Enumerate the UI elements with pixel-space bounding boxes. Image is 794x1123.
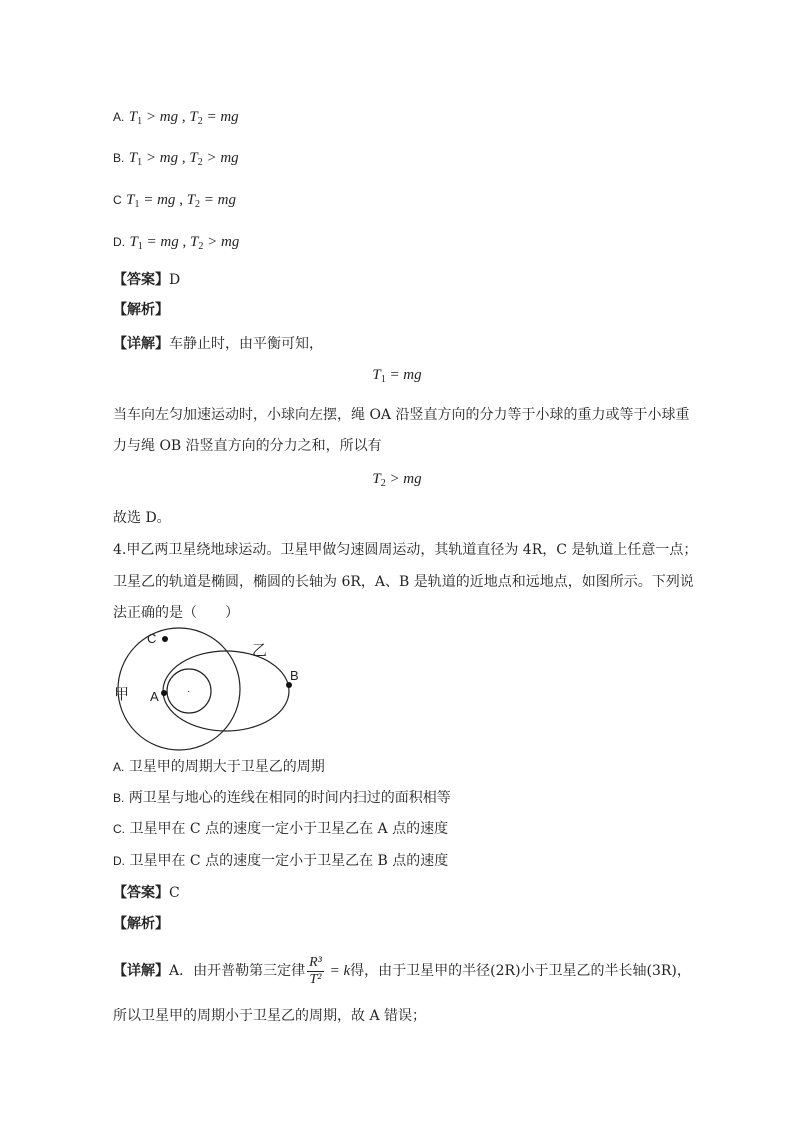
point-a-dot bbox=[161, 690, 167, 696]
answer-value: D bbox=[169, 272, 181, 288]
option-label: D. bbox=[113, 854, 125, 868]
q3-answer bbox=[113, 270, 180, 290]
option-label: B. bbox=[113, 151, 125, 165]
earth-center-dot: · bbox=[187, 686, 191, 697]
label-jia: 甲 bbox=[114, 686, 130, 703]
label-c: C bbox=[147, 631, 157, 646]
label-a: A bbox=[150, 689, 159, 704]
orbit-diagram bbox=[100, 625, 310, 755]
q4-stem-line-1: 4.甲乙两卫星绕地球运动。卫星甲做匀速圆周运动，其轨道直径为 4R，C 是轨道上任意一点； bbox=[113, 542, 698, 558]
option-label: A. bbox=[113, 760, 125, 774]
q3-option-a: A. $T_1$ > mg , $T_2$ = mg bbox=[113, 109, 239, 127]
q4-answer bbox=[113, 883, 180, 903]
point-c-dot bbox=[162, 636, 168, 642]
q3-option-c: C $T_1$ = mg , $T_2$ = mg bbox=[113, 192, 236, 210]
option-label: C. bbox=[113, 822, 125, 836]
q3-detail bbox=[113, 334, 323, 354]
option-text: 卫星甲在 C 点的速度一定小于卫星乙在 B 点的速度 bbox=[129, 853, 449, 869]
label-yi: 乙 bbox=[252, 642, 268, 659]
q3-equation-1: $T_1$ = mg bbox=[372, 367, 422, 385]
detail-text: 车静止时，由平衡可知， bbox=[169, 336, 323, 352]
q4-analysis-tag: 【解析】 bbox=[113, 916, 169, 932]
option-label: D. bbox=[113, 235, 125, 249]
q3-para-line-1: 当车向左匀加速运动时，小球向左摆，绳 OA 沿竖直方向的分力等于小球的重力或等于小球重 bbox=[113, 407, 690, 423]
q4-option-c bbox=[113, 819, 448, 839]
q3-equation-2: $T_2$ > mg bbox=[372, 471, 422, 489]
q3-para-line-2: 力与绳 OB 沿竖直方向的分力之和，所以有 bbox=[113, 438, 382, 454]
label-b: B bbox=[290, 668, 299, 683]
q3-option-b: B. $T_1$ > mg , $T_2$ > mg bbox=[113, 150, 239, 168]
detail-tag: 【详解】 bbox=[113, 963, 169, 979]
q4-option-b bbox=[113, 788, 451, 808]
q4-detail-line-1: 【详解】A．由开普勒第三定律 $\frac{\text{R³}}{\text{T²}}$ = k得，由于卫星甲的半径(2R)小于卫星乙的半长轴(3R)， bbox=[113, 954, 691, 987]
option-label: B. bbox=[113, 791, 125, 805]
q4-stem-line-3: 法正确的是（ ） bbox=[113, 605, 239, 621]
orbit-jia-circle bbox=[118, 628, 240, 750]
q3-conclusion: 故选 D。 bbox=[113, 510, 171, 526]
detail-tag: 【详解】 bbox=[113, 336, 169, 352]
q3-analysis-tag: 【解析】 bbox=[113, 302, 169, 318]
answer-tag: 【答案】 bbox=[113, 885, 169, 901]
answer-tag: 【答案】 bbox=[113, 272, 169, 288]
option-text: 卫星甲在 C 点的速度一定小于卫星乙在 A 点的速度 bbox=[129, 821, 449, 837]
option-text: 卫星甲的周期大于卫星乙的周期 bbox=[128, 759, 325, 775]
q4-detail-line-2: 所以卫星甲的周期小于卫星乙的周期，故 A 错误； bbox=[113, 1008, 427, 1024]
option-text: 两卫星与地心的连线在相同的时间内扫过的面积相等 bbox=[128, 790, 451, 806]
option-label: C bbox=[113, 193, 122, 207]
kepler-fraction: $\frac{\text{R³}}{\text{T²}}$ bbox=[309, 954, 322, 987]
q3-option-d: D. $T_1$ = mg , $T_2$ > mg bbox=[113, 234, 240, 252]
q4-option-a bbox=[113, 757, 325, 777]
answer-value: C bbox=[169, 885, 180, 901]
q4-stem-line-2: 卫星乙的轨道是椭圆，椭圆的长轴为 6R，A、B 是轨道的近地点和远地点，如图所示。下列说 bbox=[113, 574, 694, 590]
option-label: A. bbox=[113, 110, 125, 124]
q4-option-d bbox=[113, 851, 448, 871]
orbit-yi-ellipse bbox=[163, 651, 289, 731]
